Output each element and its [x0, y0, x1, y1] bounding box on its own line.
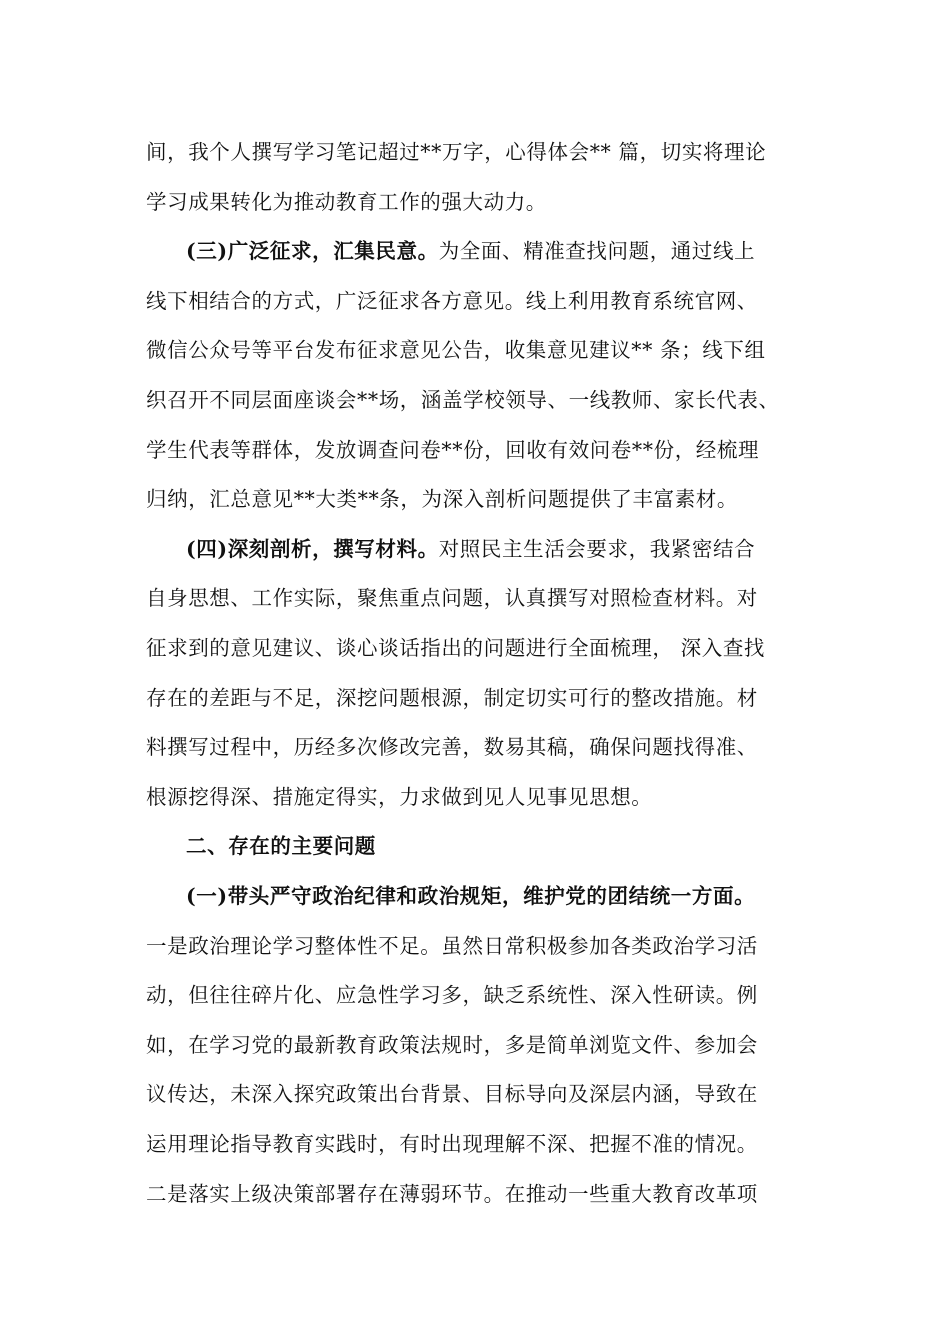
text-line — [146, 430, 759, 470]
body-text: 存在的差距与不足，深挖问题根源，制定切实可行的整改措施。材 — [146, 685, 758, 710]
text-line — [146, 727, 758, 767]
text-line — [186, 529, 755, 569]
text-line — [146, 578, 758, 618]
text-line — [146, 678, 758, 718]
text-line — [146, 1174, 758, 1214]
text-line — [146, 281, 758, 321]
text-line — [186, 876, 755, 916]
body-text: 运用理论指导教育实践时，有时出现理解不深、把握不准的情况。 — [146, 1132, 758, 1156]
body-text: 根源挖得深、措施定得实，力求做到见人见事见思想。 — [146, 784, 653, 809]
text-line — [186, 231, 755, 271]
text-line — [146, 1074, 758, 1114]
body-text: 为全面、精准查找问题，通过线上 — [438, 239, 756, 264]
body-text: 动，但往往碎片化、应急性学习多，缺乏系统性、深入性研读。例 — [146, 983, 758, 1008]
text-line — [146, 1025, 758, 1065]
heading-text: (三)广泛征求，汇集民意。 — [186, 239, 439, 264]
text-line — [146, 1124, 758, 1164]
body-text: 间，我个人撰写学习笔记超过**万字，心得体会** 篇，切实将理论 — [146, 140, 767, 164]
body-text: 学生代表等群体，发放调查问卷**份，回收有效问卷**份，经梳理 — [146, 437, 760, 462]
body-text: 归纳，汇总意见**大类**条，为深入剖析问题提供了丰富素材。 — [146, 487, 738, 512]
text-line — [146, 975, 758, 1015]
heading-text: (四)深刻剖析，撰写材料。 — [186, 536, 439, 561]
body-text: 对照民主生活会要求，我紧密结合 — [438, 536, 756, 561]
text-line — [146, 182, 547, 222]
text-line — [146, 926, 758, 966]
text-line — [186, 826, 376, 866]
text-line — [146, 132, 766, 172]
body-text: 一是政治理论学习整体性不足。虽然日常积极参加各类政治学习活 — [146, 933, 758, 958]
body-text: 微信公众号等平台发布征求意见公告，收集意见建议** 条；线下组 — [146, 338, 766, 363]
text-line — [146, 628, 765, 668]
body-text: 自身思想、工作实际，聚焦重点问题，认真撰写对照检查材料。对 — [146, 586, 758, 611]
body-text: 征求到的意见建议、谈心谈话指出的问题进行全面梳理， 深入查找 — [146, 636, 766, 660]
text-line — [146, 777, 652, 817]
heading-text: 二、存在的主要问题 — [186, 834, 376, 859]
body-text: 如，在学习党的最新教育政策法规时，多是简单浏览文件、参加会 — [146, 1032, 758, 1057]
body-text: 料撰写过程中，历经多次修改完善，数易其稿，确保问题找得准、 — [146, 735, 758, 760]
body-text: 织召开不同层面座谈会**场，涵盖学校领导、一线教师、家长代表、 — [146, 388, 780, 412]
body-text: 学习成果转化为推动教育工作的强大动力。 — [146, 189, 547, 214]
body-text: 二是落实上级决策部署存在薄弱环节。在推动一些重大教育改革项 — [146, 1181, 758, 1206]
text-line — [146, 479, 738, 519]
body-text: 议传达，未深入探究政策出台背景、目标导向及深层内涵，导致在 — [146, 1082, 758, 1107]
text-line — [146, 330, 766, 370]
body-text: 线下相结合的方式，广泛征求各方意见。线上利用教育系统官网、 — [146, 288, 758, 313]
heading-text: (一)带头严守政治纪律和政治规矩，维护党的团结统一方面。 — [186, 884, 756, 908]
text-line — [146, 380, 780, 420]
